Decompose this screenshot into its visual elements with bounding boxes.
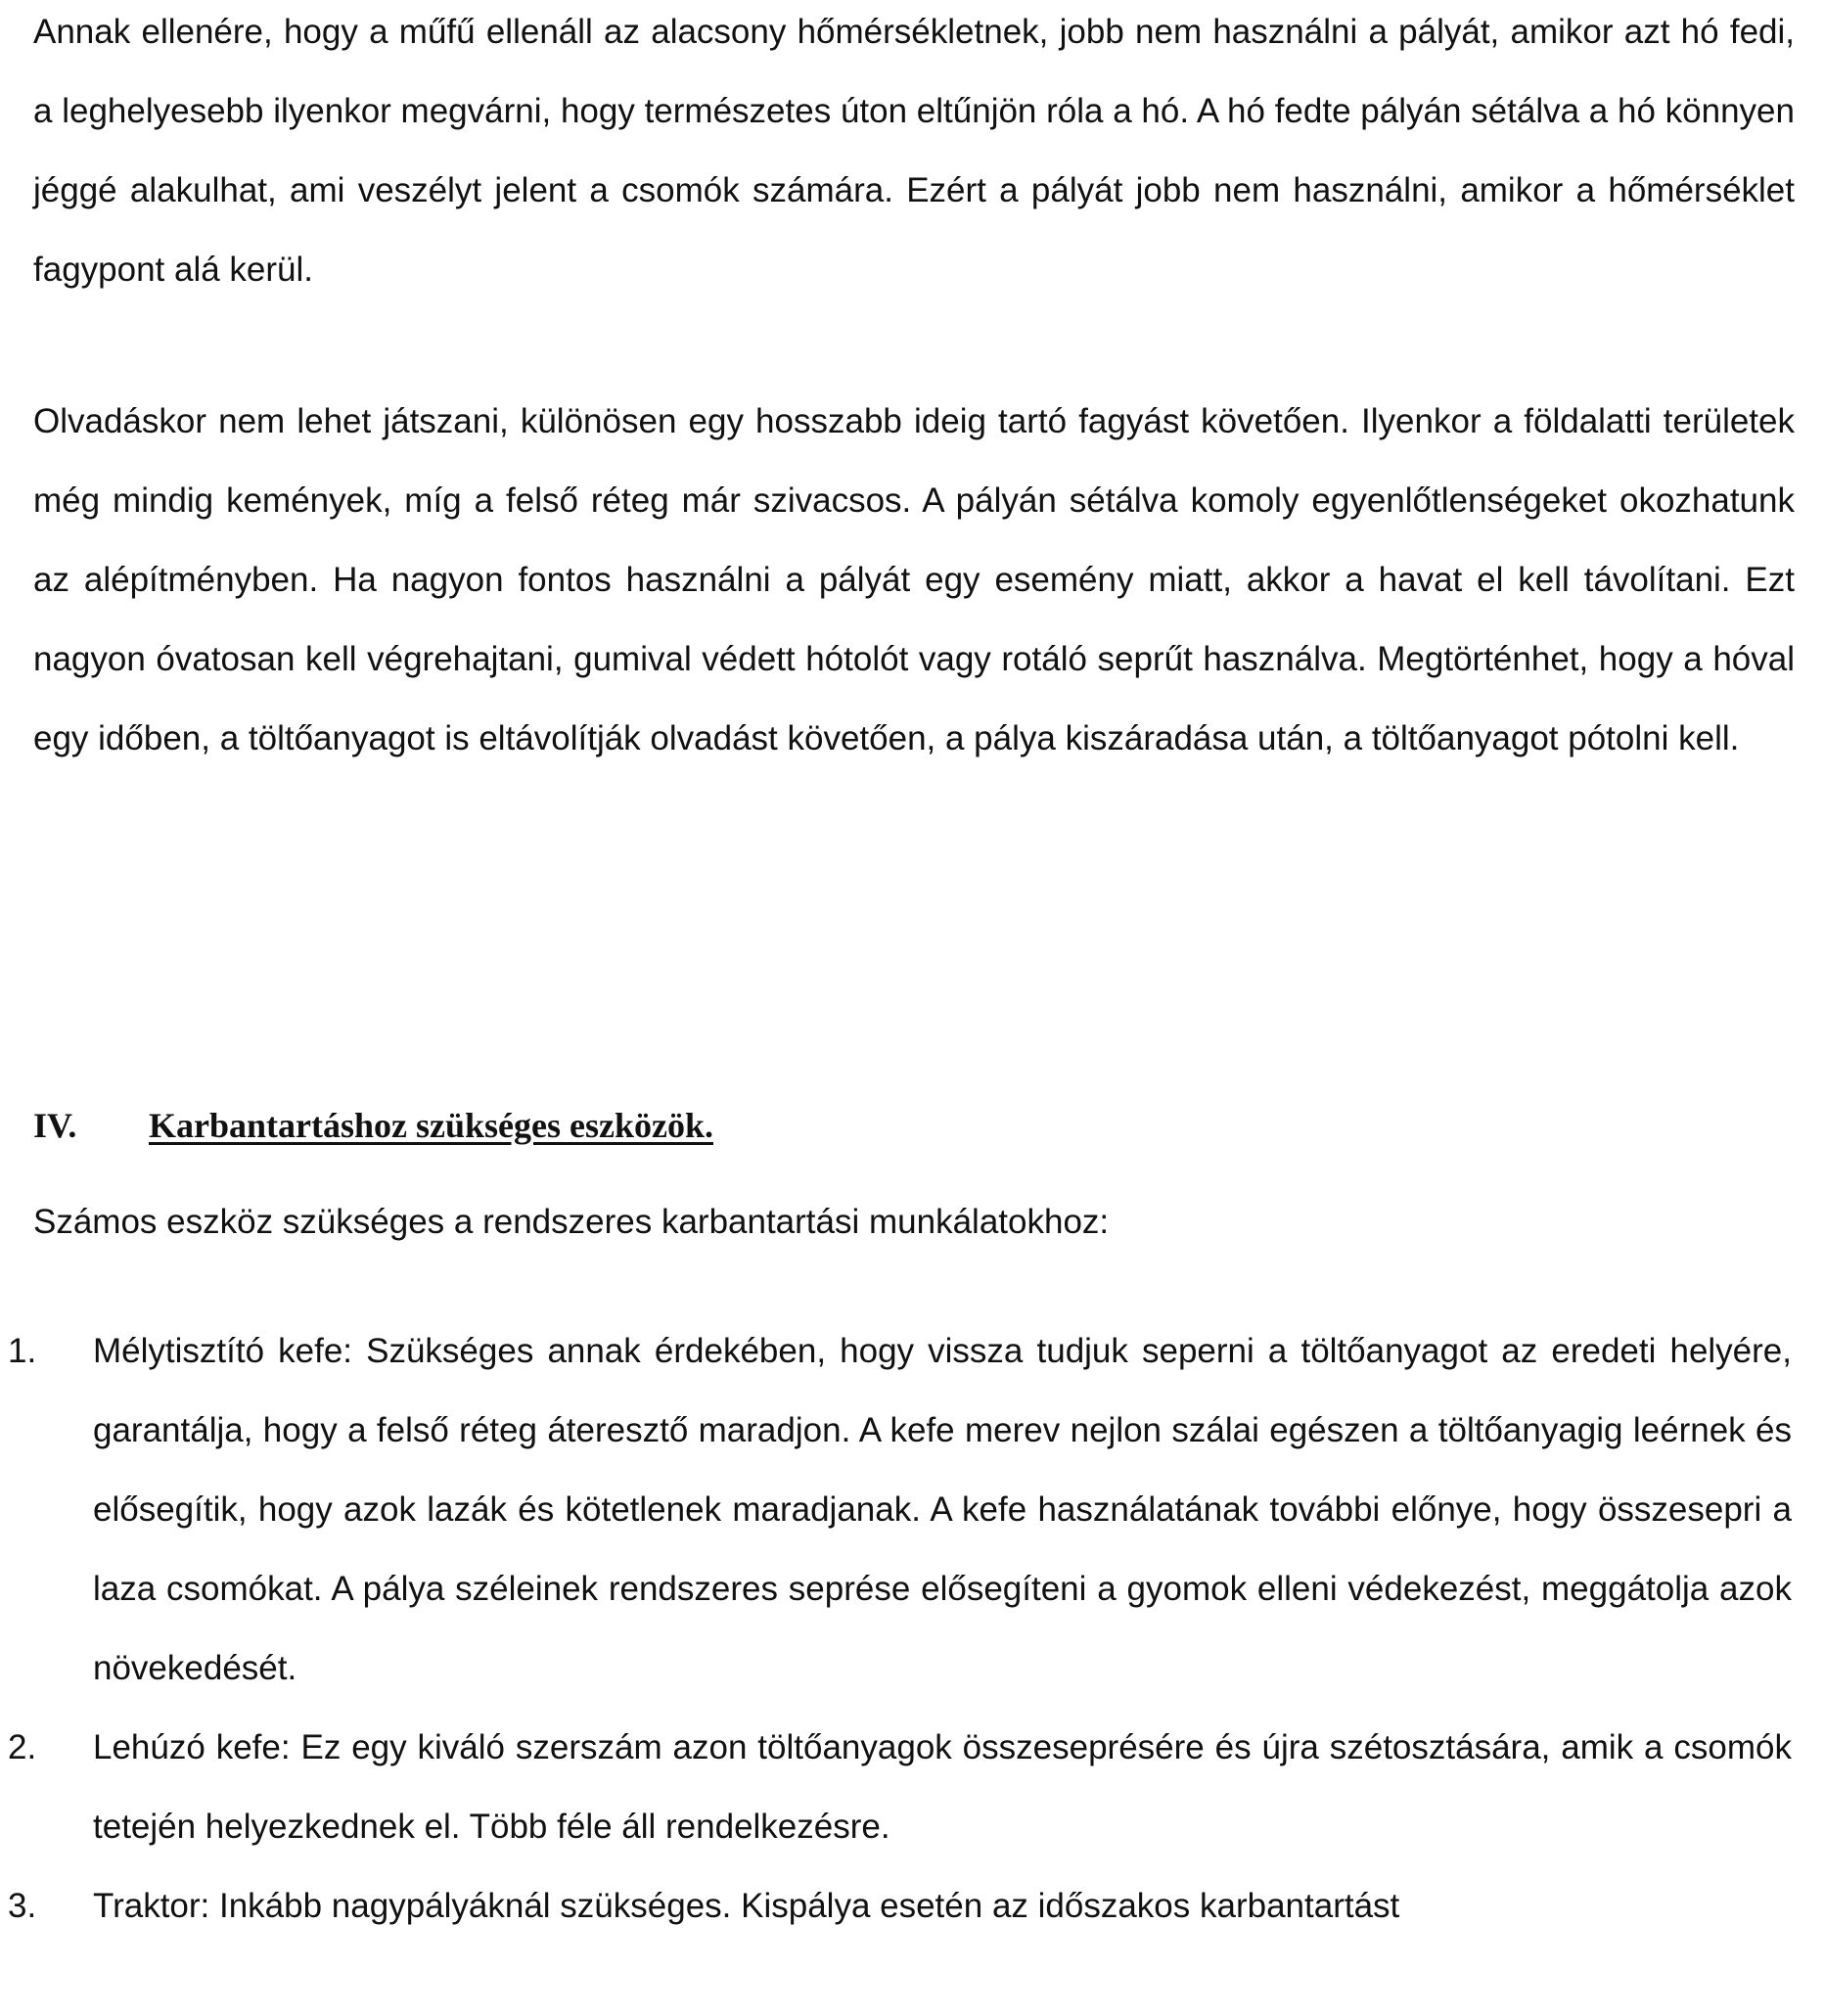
paragraph-snow: Annak ellenére, hogy a műfű ellenáll az alacsony hőmérsékletnek, jobb nem használni a pályát, amikor azt hó fedi, a leghelyesebb ilyenkor megvárni, hogy természetes úton eltűnjön róla a hó. A hó fedte pályán sétálva a hó könnyen jéggé alakulhat, ami veszélyt jelent a csomók számára. Ezért a pályát jobb nem használni, amikor a hőmérséklet fagypont alá kerül.: [33, 13, 1795, 289]
paragraph-thaw: Olvadáskor nem lehet játszani, különösen egy hosszabb ideig tartó fagyást követően. Ilyenkor a földalatti területek még mindig kemények, míg a felső réteg már szivacsos. A pályán sétálva komoly egyenlőtlenségeket okozhatunk az alépítményben. Ha nagyon fontos használni a pályát egy esemény miatt, akkor a havat el kell távolítani. Ezt nagyon óvatosan kell végrehajtani, gumival védett hótolót vagy rotáló seprűt használva. Megtörténhet, hogy a hóval egy időben, a töltőanyagot is eltávolítják olvadást követően, a pálya kiszáradása után, a töltőanyagot pótolni kell.: [33, 402, 1795, 757]
list-marker: 3.: [8, 1887, 37, 1925]
list-marker: 1.: [8, 1332, 37, 1370]
section-heading: [33, 1096, 713, 1155]
section-number: IV.: [33, 1106, 77, 1145]
list-marker: 2.: [8, 1728, 37, 1766]
list-item: [0, 1708, 1792, 1866]
list-item-text: Mélytisztító kefe: Szükséges annak érdekében, hogy vissza tudjuk seperni a töltőanyagot az eredeti helyére, garantálja, hogy a felső réteg áteresztő maradjon. A kefe merev nejlon szálai egészen a töltőanyagig leérnek és elősegítik, hogy azok lazák és kötetlenek maradjanak. A kefe használatának további előnye, hogy összesepri a laza csomókat. A pálya széleinek rendszeres seprése elősegíteni a gyomok elleni védekezést, meggátolja azok növekedését.: [93, 1332, 1792, 1687]
section-title: Karbantartáshoz szükséges eszközök.: [149, 1106, 713, 1145]
section-intro: Számos eszköz szükséges a rendszeres karbantartási munkálatokhoz:: [33, 1203, 1110, 1241]
tools-list: [0, 1311, 1792, 1946]
list-item: [0, 1866, 1792, 1946]
list-item-text: Lehúzó kefe: Ez egy kiváló szerszám azon töltőanyagok összeseprésére és újra szétosztására, amik a csomók tetején helyezkednek el. Több féle áll rendelkezésre.: [93, 1728, 1792, 1846]
list-item: [0, 1311, 1792, 1708]
list-item-text: Traktor: Inkább nagypályáknál szükséges. Kispálya esetén az időszakos karbantartást: [93, 1887, 1400, 1925]
